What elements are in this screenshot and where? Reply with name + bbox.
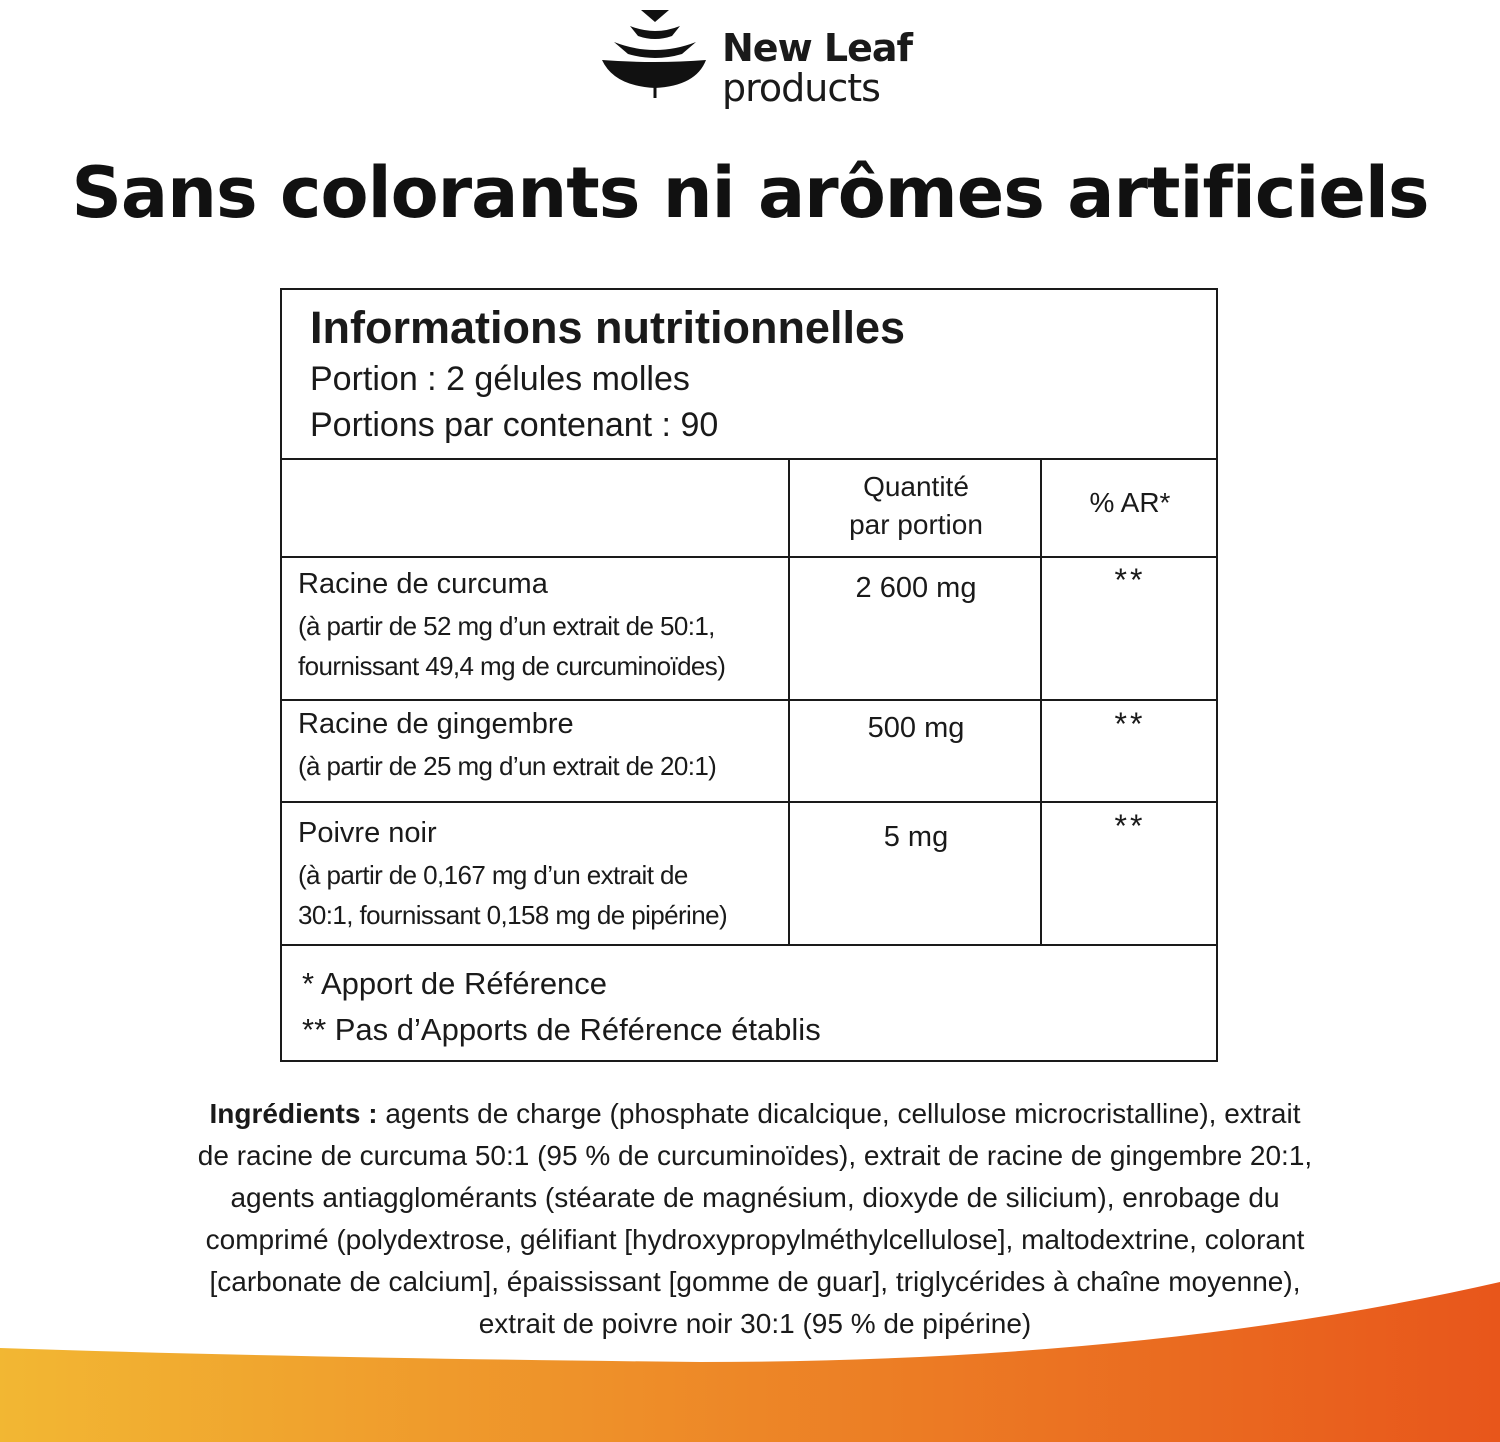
row-gingembre-detail xyxy=(298,746,716,786)
row-poivre-detail-line1: (à partir de 0,167 mg d’un extrait de xyxy=(298,860,688,890)
row-poivre-detail xyxy=(298,855,727,935)
brand-logo xyxy=(600,6,920,110)
brand-name: New Leaf xyxy=(722,26,913,70)
nutrition-title: Informations nutritionnelles xyxy=(310,302,906,353)
decorative-wave xyxy=(0,1270,1500,1442)
divider xyxy=(282,699,1216,701)
nutrition-header xyxy=(282,290,1216,460)
ingredients-line4: comprimé (polydextrose, gélifiant [hydroxypropylméthylcellulose], maltodextrine, colorant xyxy=(205,1224,1305,1255)
footnote-no-reference: ** Pas d’Apports de Référence établis xyxy=(302,1012,821,1047)
row-gingembre-detail-line1: (à partir de 25 mg d’un extrait de 20:1) xyxy=(298,751,717,781)
portion-size: Portion : 2 gélules molles xyxy=(310,360,690,398)
column-header-ar: % AR* xyxy=(1089,487,1171,518)
column-header-quantity-line2: par portion xyxy=(849,509,983,540)
row-curcuma-detail xyxy=(298,606,725,686)
row-curcuma-quantity: 2 600 mg xyxy=(855,572,977,604)
footnote-reference: * Apport de Référence xyxy=(302,966,608,1001)
divider xyxy=(282,944,1216,946)
divider xyxy=(282,556,1216,558)
ingredients-line5: [carbonate de calcium], épaississant [gomme de guar], triglycérides à chaîne moyenne), xyxy=(209,1266,1301,1297)
brand-subname: products xyxy=(722,66,880,110)
divider xyxy=(282,458,1216,460)
divider xyxy=(282,801,1216,803)
row-gingembre-ar: ** xyxy=(1114,706,1146,742)
ingredients-label: Ingrédients : xyxy=(209,1098,378,1129)
nutrition-panel xyxy=(280,288,1218,1062)
ingredients-line xyxy=(150,1093,1360,1135)
ingredients-line6: extrait de poivre noir 30:1 (95 % de pipérine) xyxy=(478,1308,1032,1339)
ingredients-line3: agents antiagglomérants (stéarate de magnésium, dioxyde de silicium), enrobage du xyxy=(230,1182,1280,1213)
page-title: Sans colorants ni arômes artificiels xyxy=(71,152,1429,234)
row-curcuma-ar: ** xyxy=(1114,562,1146,598)
row-poivre-ar: ** xyxy=(1114,808,1146,844)
leaf-stack-icon xyxy=(600,6,710,106)
row-gingembre-quantity: 500 mg xyxy=(867,712,965,744)
ingredients-line2: de racine de curcuma 50:1 (95 % de curcuminoïdes), extrait de racine de gingembre 20:1, xyxy=(197,1140,1313,1171)
column-header-quantity xyxy=(790,468,1042,544)
row-poivre-quantity: 5 mg xyxy=(883,821,949,853)
row-gingembre-name: Racine de gingembre xyxy=(298,708,574,740)
row-poivre-name: Poivre noir xyxy=(298,817,437,849)
portions-per-container: Portions par contenant : 90 xyxy=(310,406,719,444)
row-curcuma-detail-line1: (à partir de 52 mg d’un extrait de 50:1, xyxy=(298,611,715,641)
row-curcuma-detail-line2: fournissant 49,4 mg de curcuminoïdes) xyxy=(298,651,726,681)
row-curcuma-name: Racine de curcuma xyxy=(298,568,548,600)
ingredients-line1: agents de charge (phosphate dicalcique, cellulose microcristalline), extrait xyxy=(385,1098,1301,1129)
column-header-quantity-line1: Quantité xyxy=(863,471,969,502)
row-poivre-detail-line2: 30:1, fournissant 0,158 mg de pipérine) xyxy=(298,900,727,930)
